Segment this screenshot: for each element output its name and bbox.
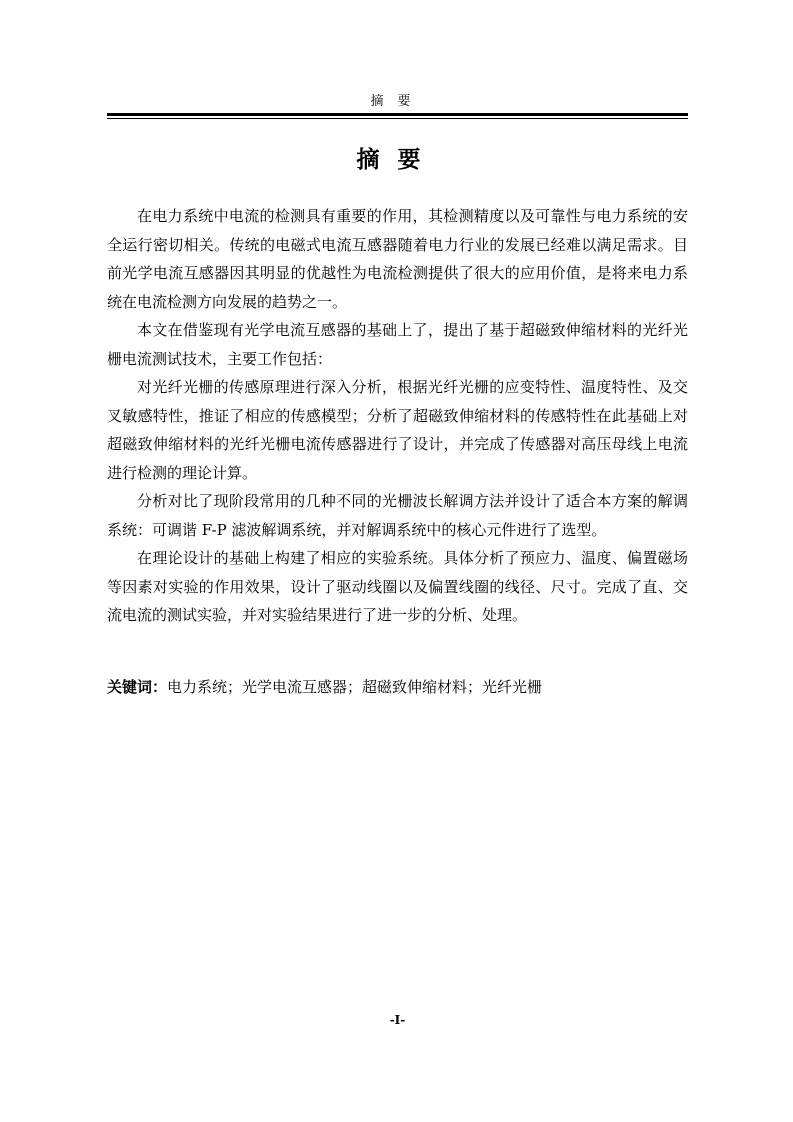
paragraph-4: 分析对比了现阶段常用的几种不同的光栅波长解调方法并设计了适合本方案的解调系统：可调谐 F-P 滤波解调系统，并对解调系统中的核心元件进行了选型。 <box>107 492 688 539</box>
paragraph-3: 对光纤光栅的传感原理进行深入分析，根据光纤光栅的应变特性、温度特性、及交叉敏感特性，推证了相应的传感模型；分析了超磁致伸缩材料的传感特性在此基础上对超磁致伸缩材料的光纤光栅电流传感器进行了设计，并完成了传感器对高压母线上电流进行检测的理论计算。 <box>107 378 688 482</box>
keywords-label: 关键词： <box>107 678 168 696</box>
paragraph-2: 本文在借鉴现有光学电流互感器的基础上了，提出了基于超磁致伸缩材料的光纤光栅电流测试技术，主要工作包括： <box>107 321 688 368</box>
page-number: -I- <box>389 1013 406 1027</box>
abstract-body <box>107 202 688 630</box>
keywords-line <box>107 675 688 699</box>
running-header: 摘要 <box>370 94 425 109</box>
paragraph-5: 在理论设计的基础上构建了相应的实验系统。具体分析了预应力、温度、偏置磁场等因素对实验的作用效果，设计了驱动线圈以及偏置线圈的线径、尺寸。完成了直、交流电流的测试实验，并对实验结果进行了进一步的分析、处理。 <box>107 549 688 624</box>
header-rule-thick <box>107 113 688 116</box>
paragraph-1: 在电力系统中电流的检测具有重要的作用，其检测精度以及可靠性与电力系统的安全运行密切相关。传统的电磁式电流互感器随着电力行业的发展已经难以满足需求。目前光学电流互感器因其明显的优越性为电流检测提供了很大的应用价值，是将来电力系统在电流检测方向发展的趋势之一。 <box>107 207 688 311</box>
header-rule-thin <box>107 118 688 119</box>
abstract-title: 摘要 <box>356 147 439 173</box>
keywords-text: 电力系统；光学电流互感器；超磁致伸缩材料；光纤光栅 <box>167 678 543 696</box>
